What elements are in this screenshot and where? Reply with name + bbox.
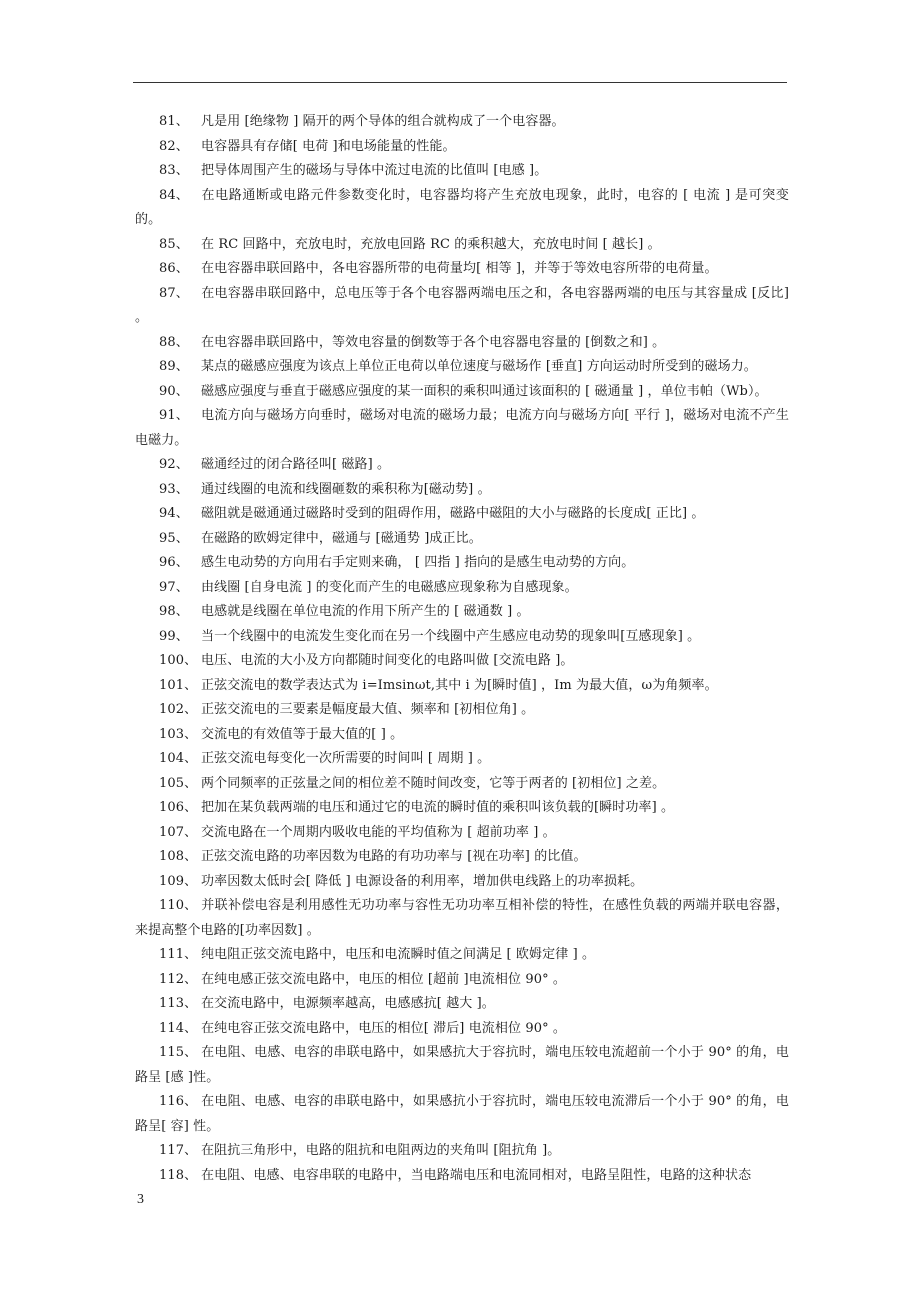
item-text: 某点的磁感应强度为该点上单位正电荷以单位速度与磁场作 [垂直] 方向运动时所受到的磁场力。 <box>201 359 757 374</box>
item-number: 110、 <box>159 898 198 913</box>
item-text: 磁通经过的闭合路径叫[ 磁路] 。 <box>201 457 391 472</box>
item-text: 由线圈 [自身电流 ] 的变化而产生的电磁感应现象称为自感现象。 <box>201 579 578 595</box>
item-text: 在 RC 回路中，充放电时，充放电回路 RC 的乘积越大，充放电时间 [ 越长] 。 <box>201 236 661 252</box>
item-number: 112、 <box>159 971 198 987</box>
list-item <box>135 502 789 527</box>
list-item <box>135 527 789 552</box>
item-text: 磁感应强度与垂直于磁感应强度的某一面积的乘积叫通过该面积的 [ 磁通量 ] ，单位韦帕（Wb）。 <box>201 383 768 399</box>
item-number: 95、 <box>159 530 189 546</box>
item-number: 86、 <box>159 261 189 276</box>
list-item <box>135 233 789 258</box>
item-number: 98、 <box>159 604 189 619</box>
item-number: 81、 <box>159 114 189 129</box>
item-number: 117、 <box>159 1143 198 1158</box>
item-text: 功率因数太低时会[ 降低 ] 电源设备的利用率，增加供电线路上的功率损耗。 <box>201 873 644 889</box>
list-item <box>135 649 789 674</box>
item-text: 在纯电容正弦交流电路中，电压的相位[ 滞后] 电流相位 90° 。 <box>201 1020 567 1036</box>
list-item <box>135 453 789 478</box>
item-text: 正弦交流电的数学表达式为 i=Imsinωt,其中 i 为[瞬时值] ，Im 为最大值，ω为角频率。 <box>201 677 718 693</box>
header-rule <box>133 82 787 83</box>
item-text: 交流电路在一个周期内吸收电能的平均值称为 [ 超前功率 ] 。 <box>201 824 556 840</box>
list-item <box>135 968 789 993</box>
item-number: 91、 <box>159 408 189 423</box>
list-item <box>135 184 789 233</box>
list-item <box>135 625 789 650</box>
item-text: 两个同频率的正弦量之间的相位差不随时间改变，它等于两者的 [初相位] 之差。 <box>201 775 666 791</box>
item-text: 在交流电路中，电源频率越高，电感感抗[ 越大 ]。 <box>201 996 495 1011</box>
list-item <box>135 698 789 723</box>
list-item <box>135 282 789 331</box>
list-item <box>135 870 789 895</box>
item-text: 凡是用 [绝缘物 ] 隔开的两个导体的组合就构成了一个电容器。 <box>201 114 565 129</box>
item-number: 96、 <box>159 555 189 570</box>
list-item <box>135 380 789 405</box>
list-item <box>135 1041 789 1090</box>
list-item <box>135 992 789 1017</box>
item-text: 把加在某负载两端的电压和通过它的电流的瞬时值的乘积叫该负载的[瞬时功率] 。 <box>201 800 675 815</box>
list-item <box>135 772 789 797</box>
list-item <box>135 331 789 356</box>
item-number: 111、 <box>159 947 198 962</box>
list-item <box>135 110 789 135</box>
item-text: 把导体周围产生的磁场与导体中流过电流的比值叫 [电感 ]。 <box>201 163 548 178</box>
item-text: 在阻抗三角形中，电路的阻抗和电阻两边的夹角叫 [阻抗角 ]。 <box>201 1143 561 1158</box>
item-text: 电容器具有存储[ 电荷 ]和电场能量的性能。 <box>201 138 456 154</box>
item-number: 109、 <box>159 873 198 889</box>
item-text: 在电容器串联回路中，各电容器所带的电荷量均[ 相等 ]，并等于等效电容所带的电荷量。 <box>201 261 718 276</box>
item-text: 正弦交流电的三要素是幅度最大值、频率和 [初相位角] 。 <box>201 702 535 717</box>
item-number: 87、 <box>159 285 189 301</box>
item-number: 102、 <box>159 702 198 717</box>
item-text: 在电容器串联回路中，等效电容量的倒数等于各个电容器电容量的 [倒数之和] 。 <box>201 334 666 350</box>
list-item <box>135 478 789 503</box>
item-number: 93、 <box>159 481 189 497</box>
list-item <box>135 1090 789 1139</box>
item-text: 在电路通断或电路元件参数变化时，电容器均将产生充放电现象，此时，电容的 [ 电流 ] 是可突变的。 <box>135 187 789 227</box>
item-number: 103、 <box>159 726 198 742</box>
list-item <box>135 404 789 453</box>
item-number: 104、 <box>159 751 198 766</box>
item-text: 电感就是线圈在单位电流的作用下所产生的 [ 磁通数 ] 。 <box>201 604 530 619</box>
item-text: 在电容器串联回路中，总电压等于各个电容器两端电压之和，各电容器两端的电压与其容量成 [反比] 。 <box>135 285 789 325</box>
list-item <box>135 894 789 943</box>
list-item <box>135 551 789 576</box>
item-number: 118、 <box>159 1167 198 1183</box>
item-number: 99、 <box>159 628 189 644</box>
list-item <box>135 355 789 380</box>
list-item <box>135 1017 789 1042</box>
item-number: 92、 <box>159 457 189 472</box>
item-text: 正弦交流电路的功率因数为电路的有功功率与 [视在功率] 的比值。 <box>201 849 587 864</box>
list-item <box>135 257 789 282</box>
list-item <box>135 1139 789 1164</box>
item-text: 电压、电流的大小及方向都随时间变化的电路叫做 [交流电路 ]。 <box>201 653 574 668</box>
item-number: 106、 <box>159 800 198 815</box>
list-item <box>135 1164 789 1189</box>
list-item <box>135 845 789 870</box>
item-number: 90、 <box>159 383 189 399</box>
list-item <box>135 943 789 968</box>
item-text: 通过线圈的电流和线圈砸数的乘积称为[磁动势] 。 <box>201 481 491 497</box>
item-number: 107、 <box>159 824 198 840</box>
item-text: 在电阻、电感、电容的串联电路中，如果感抗小于容抗时，端电压较电流滞后一个小于 90° 的角，电路呈[ 容] 性。 <box>135 1094 789 1134</box>
list-item <box>135 159 789 184</box>
item-text: 电流方向与磁场方向垂时，磁场对电流的磁场力最；电流方向与磁场方向[ 平行 ]，磁场对电流不产生电磁力。 <box>135 408 789 448</box>
item-text: 在电阻、电感、电容的串联电路中，如果感抗大于容抗时，端电压较电流超前一个小于 90° 的角，电路呈 [感 ]性。 <box>135 1045 789 1085</box>
document-body <box>135 110 789 1188</box>
list-item <box>135 600 789 625</box>
item-text: 交流电的有效值等于最大值的[ ] 。 <box>201 726 404 742</box>
item-number: 101、 <box>159 677 198 693</box>
item-number: 83、 <box>159 163 189 178</box>
item-text: 正弦交流电每变化一次所需要的时间叫 [ 周期 ] 。 <box>201 751 491 766</box>
item-number: 105、 <box>159 775 198 791</box>
item-number: 82、 <box>159 138 189 154</box>
item-text: 在电阻、电感、电容串联的电路中，当电路端电压和电流同相对，电路呈阻性，电路的这种状态 <box>201 1167 752 1183</box>
item-number: 108、 <box>159 849 198 864</box>
list-item <box>135 821 789 846</box>
list-item <box>135 723 789 748</box>
item-number: 85、 <box>159 236 189 252</box>
item-number: 97、 <box>159 579 189 595</box>
page-number: 3 <box>137 1192 144 1207</box>
list-item <box>135 674 789 699</box>
item-text: 在纯电感正弦交流电路中，电压的相位 [超前 ]电流相位 90° 。 <box>201 971 567 987</box>
item-number: 84、 <box>159 187 189 203</box>
list-item <box>135 135 789 160</box>
item-number: 115、 <box>159 1045 198 1060</box>
item-text: 在磁路的欧姆定律中，磁通与 [磁通势 ]成正比。 <box>201 530 482 546</box>
item-number: 113、 <box>159 996 198 1011</box>
item-number: 94、 <box>159 506 189 521</box>
item-text: 磁阻就是磁通通过磁路时受到的阻碍作用，磁路中磁阻的大小与磁路的长度成[ 正比] 。 <box>201 506 705 521</box>
list-item <box>135 576 789 601</box>
item-text: 当一个线圈中的电流发生变化而在另一个线圈中产生感应电动势的现象叫[互感现象] 。 <box>201 628 701 644</box>
item-number: 100、 <box>159 653 198 668</box>
item-text: 感生电动势的方向用右手定则来确， [ 四指 ] 指向的是感生电动势的方向。 <box>201 555 635 570</box>
item-number: 114、 <box>159 1020 198 1036</box>
list-item <box>135 747 789 772</box>
item-text: 纯电阻正弦交流电路中，电压和电流瞬时值之间满足 [ 欧姆定律 ] 。 <box>201 947 596 962</box>
item-number: 116、 <box>159 1094 198 1109</box>
item-number: 89、 <box>159 359 189 374</box>
item-text: 并联补偿电容是利用感性无功功率与容性无功功率互相补偿的特性，在感性负载的两端并联电容器，来提高整个电路的[功率因数] 。 <box>135 898 789 938</box>
item-number: 88、 <box>159 334 189 350</box>
list-item <box>135 796 789 821</box>
